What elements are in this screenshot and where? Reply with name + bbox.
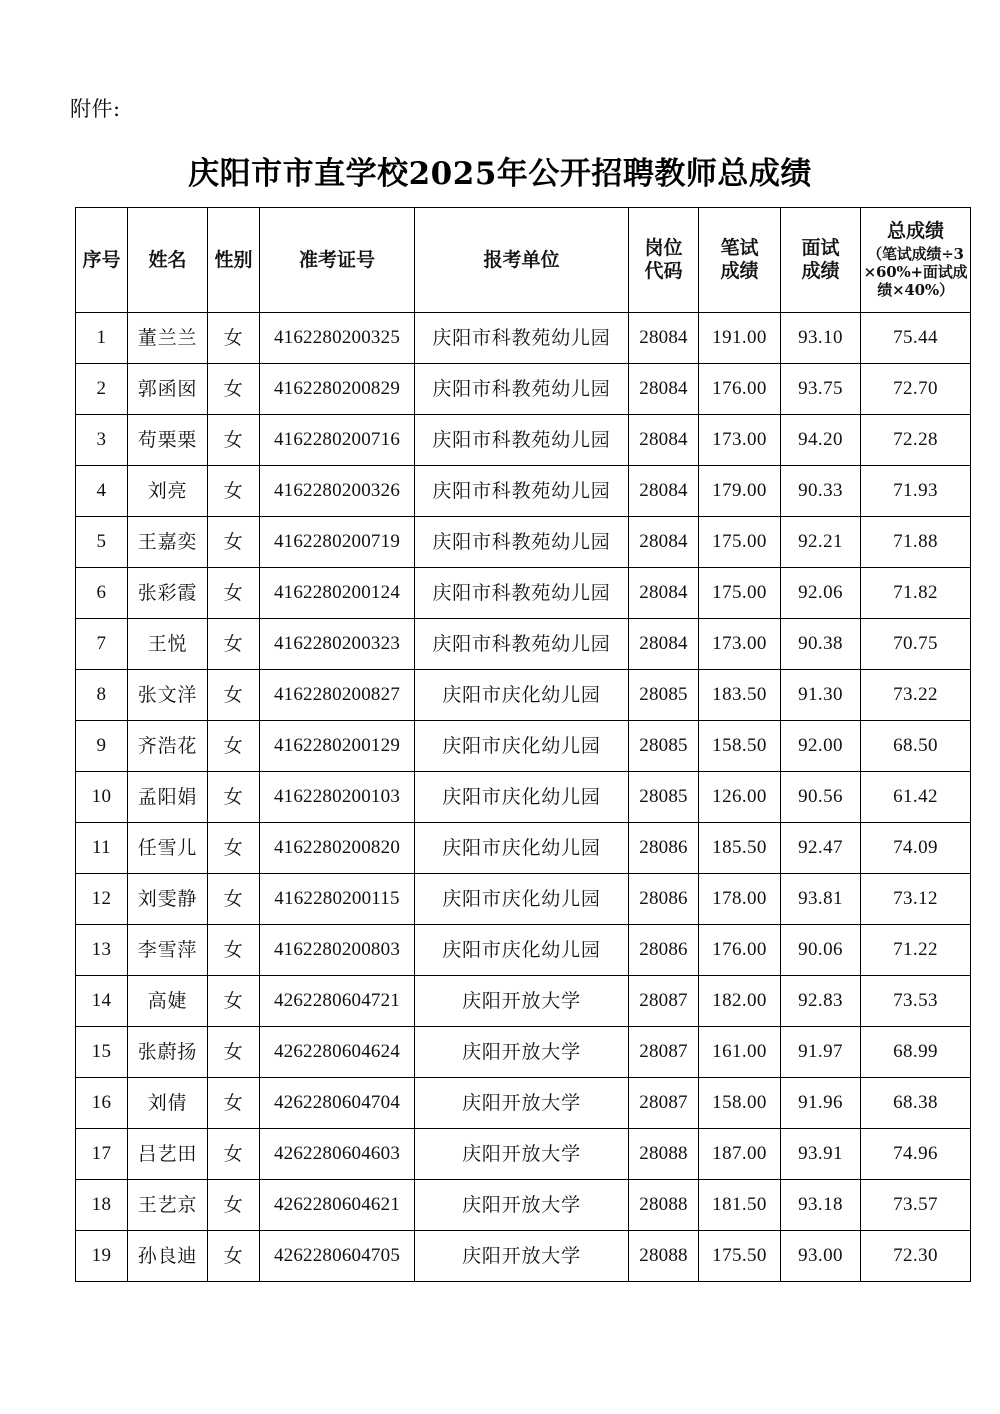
cell-written-score: 175.50 <box>699 1231 781 1282</box>
cell-name: 高婕 <box>128 976 208 1027</box>
cell-post-code: 28088 <box>629 1129 699 1180</box>
cell-post-code: 28086 <box>629 925 699 976</box>
table-row <box>76 1129 971 1180</box>
cell-ticket-number: 4262280604621 <box>260 1180 415 1231</box>
cell-ticket-number: 4162280200827 <box>260 670 415 721</box>
cell-name: 孟阳娟 <box>128 772 208 823</box>
cell-gender: 女 <box>208 721 260 772</box>
cell-applied-unit: 庆阳市庆化幼儿园 <box>415 772 629 823</box>
table-row <box>76 1180 971 1231</box>
cell-written-score: 161.00 <box>699 1027 781 1078</box>
cell-applied-unit: 庆阳市庆化幼儿园 <box>415 670 629 721</box>
column-header-total-score-title: 总成绩 <box>886 220 944 243</box>
cell-ticket-number: 4262280604603 <box>260 1129 415 1180</box>
cell-index: 17 <box>76 1129 128 1180</box>
cell-ticket-number: 4162280200129 <box>260 721 415 772</box>
cell-applied-unit: 庆阳开放大学 <box>415 1078 629 1129</box>
cell-interview-score: 91.97 <box>781 1027 861 1078</box>
table-row <box>76 721 971 772</box>
column-header-ticket-number-label: 准考证号 <box>298 248 375 271</box>
cell-index: 4 <box>76 466 128 517</box>
cell-gender: 女 <box>208 1129 260 1180</box>
cell-post-code: 28088 <box>629 1231 699 1282</box>
column-header-name <box>128 208 208 313</box>
cell-gender: 女 <box>208 874 260 925</box>
cell-interview-score: 93.18 <box>781 1180 861 1231</box>
cell-index: 6 <box>76 568 128 619</box>
cell-written-score: 182.00 <box>699 976 781 1027</box>
column-header-applied-unit <box>415 208 629 313</box>
cell-applied-unit: 庆阳市科教苑幼儿园 <box>415 466 629 517</box>
cell-ticket-number: 4162280200803 <box>260 925 415 976</box>
cell-written-score: 183.50 <box>699 670 781 721</box>
cell-post-code: 28084 <box>629 466 699 517</box>
cell-total-score: 73.22 <box>861 670 971 721</box>
page-title: 庆阳市市直学校2025年公开招聘教师总成绩 <box>188 156 812 192</box>
cell-total-score: 74.96 <box>861 1129 971 1180</box>
cell-written-score: 158.00 <box>699 1078 781 1129</box>
table-row <box>76 874 971 925</box>
cell-interview-score: 93.81 <box>781 874 861 925</box>
cell-total-score: 72.70 <box>861 364 971 415</box>
cell-total-score: 73.53 <box>861 976 971 1027</box>
cell-interview-score: 90.33 <box>781 466 861 517</box>
column-header-total-score-block <box>861 220 970 299</box>
table-header <box>76 208 971 313</box>
column-header-written-score-line2: 成绩 <box>720 260 759 282</box>
cell-name: 任雪儿 <box>128 823 208 874</box>
cell-interview-score: 92.21 <box>781 517 861 568</box>
cell-post-code: 28086 <box>629 874 699 925</box>
cell-ticket-number: 4162280200820 <box>260 823 415 874</box>
cell-name: 苟栗栗 <box>128 415 208 466</box>
cell-applied-unit: 庆阳市科教苑幼儿园 <box>415 364 629 415</box>
cell-applied-unit: 庆阳开放大学 <box>415 976 629 1027</box>
cell-written-score: 187.00 <box>699 1129 781 1180</box>
table-body <box>76 313 971 1282</box>
cell-post-code: 28084 <box>629 313 699 364</box>
table-header-row <box>76 208 971 313</box>
cell-applied-unit: 庆阳市庆化幼儿园 <box>415 925 629 976</box>
cell-gender: 女 <box>208 925 260 976</box>
cell-post-code: 28087 <box>629 1027 699 1078</box>
cell-interview-score: 93.91 <box>781 1129 861 1180</box>
cell-written-score: 179.00 <box>699 466 781 517</box>
cell-applied-unit: 庆阳市庆化幼儿园 <box>415 823 629 874</box>
column-header-written-score-line1: 笔试 <box>720 237 759 260</box>
cell-applied-unit: 庆阳开放大学 <box>415 1129 629 1180</box>
cell-ticket-number: 4262280604624 <box>260 1027 415 1078</box>
cell-total-score: 68.38 <box>861 1078 971 1129</box>
column-header-total-score-formula: （笔试成绩÷3×60%+面试成绩×40%） <box>863 244 968 300</box>
cell-total-score: 73.57 <box>861 1180 971 1231</box>
cell-name: 刘雯静 <box>128 874 208 925</box>
cell-ticket-number: 4262280604704 <box>260 1078 415 1129</box>
cell-interview-score: 90.38 <box>781 619 861 670</box>
cell-index: 14 <box>76 976 128 1027</box>
column-header-name-label: 姓名 <box>148 248 187 271</box>
column-header-post-code-line2: 代码 <box>644 260 683 282</box>
cell-applied-unit: 庆阳市科教苑幼儿园 <box>415 313 629 364</box>
cell-index: 1 <box>76 313 128 364</box>
cell-gender: 女 <box>208 517 260 568</box>
cell-applied-unit: 庆阳开放大学 <box>415 1027 629 1078</box>
cell-interview-score: 92.47 <box>781 823 861 874</box>
table-row <box>76 619 971 670</box>
cell-gender: 女 <box>208 415 260 466</box>
cell-interview-score: 92.06 <box>781 568 861 619</box>
cell-index: 12 <box>76 874 128 925</box>
cell-gender: 女 <box>208 772 260 823</box>
cell-name: 孙良迪 <box>128 1231 208 1282</box>
column-header-gender-label: 性别 <box>214 248 253 271</box>
cell-total-score: 72.28 <box>861 415 971 466</box>
column-header-interview-score-line1: 面试 <box>801 237 840 260</box>
cell-gender: 女 <box>208 364 260 415</box>
cell-written-score: 173.00 <box>699 619 781 670</box>
table-row <box>76 772 971 823</box>
table-row <box>76 1231 971 1282</box>
cell-name: 张蔚扬 <box>128 1027 208 1078</box>
column-header-applied-unit-label: 报考单位 <box>483 248 560 271</box>
cell-index: 3 <box>76 415 128 466</box>
cell-total-score: 70.75 <box>861 619 971 670</box>
cell-name: 王艺京 <box>128 1180 208 1231</box>
cell-post-code: 28085 <box>629 670 699 721</box>
cell-gender: 女 <box>208 619 260 670</box>
cell-index: 13 <box>76 925 128 976</box>
cell-name: 董兰兰 <box>128 313 208 364</box>
cell-gender: 女 <box>208 1078 260 1129</box>
cell-applied-unit: 庆阳市庆化幼儿园 <box>415 874 629 925</box>
cell-ticket-number: 4162280200716 <box>260 415 415 466</box>
cell-applied-unit: 庆阳开放大学 <box>415 1180 629 1231</box>
cell-index: 9 <box>76 721 128 772</box>
cell-ticket-number: 4162280200323 <box>260 619 415 670</box>
table-row <box>76 1027 971 1078</box>
cell-applied-unit: 庆阳市庆化幼儿园 <box>415 721 629 772</box>
cell-interview-score: 93.75 <box>781 364 861 415</box>
cell-written-score: 176.00 <box>699 925 781 976</box>
cell-post-code: 28084 <box>629 619 699 670</box>
cell-index: 18 <box>76 1180 128 1231</box>
cell-index: 19 <box>76 1231 128 1282</box>
table-row <box>76 568 971 619</box>
cell-name: 李雪萍 <box>128 925 208 976</box>
score-table-container <box>75 207 968 1282</box>
cell-interview-score: 94.20 <box>781 415 861 466</box>
cell-index: 10 <box>76 772 128 823</box>
cell-post-code: 28084 <box>629 568 699 619</box>
cell-total-score: 74.09 <box>861 823 971 874</box>
cell-name: 吕艺田 <box>128 1129 208 1180</box>
cell-total-score: 71.82 <box>861 568 971 619</box>
cell-gender: 女 <box>208 1027 260 1078</box>
cell-name: 张文洋 <box>128 670 208 721</box>
cell-total-score: 72.30 <box>861 1231 971 1282</box>
cell-total-score: 71.93 <box>861 466 971 517</box>
cell-gender: 女 <box>208 568 260 619</box>
cell-applied-unit: 庆阳市科教苑幼儿园 <box>415 415 629 466</box>
cell-ticket-number: 4162280200103 <box>260 772 415 823</box>
score-table <box>75 207 971 1282</box>
cell-written-score: 126.00 <box>699 772 781 823</box>
cell-post-code: 28086 <box>629 823 699 874</box>
column-header-post-code <box>629 208 699 313</box>
cell-written-score: 191.00 <box>699 313 781 364</box>
cell-name: 刘倩 <box>128 1078 208 1129</box>
cell-gender: 女 <box>208 1180 260 1231</box>
table-row <box>76 313 971 364</box>
cell-applied-unit: 庆阳市科教苑幼儿园 <box>415 619 629 670</box>
cell-name: 王悦 <box>128 619 208 670</box>
cell-written-score: 178.00 <box>699 874 781 925</box>
cell-ticket-number: 4262280604705 <box>260 1231 415 1282</box>
cell-post-code: 28084 <box>629 364 699 415</box>
cell-interview-score: 92.00 <box>781 721 861 772</box>
cell-total-score: 71.22 <box>861 925 971 976</box>
column-header-total-score <box>861 208 971 313</box>
cell-post-code: 28088 <box>629 1180 699 1231</box>
cell-gender: 女 <box>208 823 260 874</box>
cell-name: 齐浩花 <box>128 721 208 772</box>
cell-interview-score: 92.83 <box>781 976 861 1027</box>
cell-ticket-number: 4162280200115 <box>260 874 415 925</box>
column-header-written-score <box>699 208 781 313</box>
cell-post-code: 28085 <box>629 721 699 772</box>
table-row <box>76 976 971 1027</box>
cell-written-score: 175.00 <box>699 568 781 619</box>
cell-post-code: 28087 <box>629 1078 699 1129</box>
table-row <box>76 364 971 415</box>
cell-gender: 女 <box>208 313 260 364</box>
column-header-ticket-number <box>260 208 415 313</box>
cell-interview-score: 91.96 <box>781 1078 861 1129</box>
cell-index: 16 <box>76 1078 128 1129</box>
cell-name: 张彩霞 <box>128 568 208 619</box>
cell-post-code: 28087 <box>629 976 699 1027</box>
cell-ticket-number: 4162280200829 <box>260 364 415 415</box>
table-row <box>76 466 971 517</box>
cell-total-score: 75.44 <box>861 313 971 364</box>
cell-written-score: 181.50 <box>699 1180 781 1231</box>
table-row <box>76 670 971 721</box>
cell-written-score: 176.00 <box>699 364 781 415</box>
table-row <box>76 1078 971 1129</box>
column-header-post-code-line1: 岗位 <box>644 237 683 260</box>
cell-applied-unit: 庆阳开放大学 <box>415 1231 629 1282</box>
cell-interview-score: 90.56 <box>781 772 861 823</box>
table-row <box>76 823 971 874</box>
column-header-interview-score <box>781 208 861 313</box>
cell-written-score: 158.50 <box>699 721 781 772</box>
cell-total-score: 73.12 <box>861 874 971 925</box>
cell-written-score: 175.00 <box>699 517 781 568</box>
cell-written-score: 173.00 <box>699 415 781 466</box>
cell-ticket-number: 4262280604721 <box>260 976 415 1027</box>
cell-ticket-number: 4162280200124 <box>260 568 415 619</box>
cell-index: 15 <box>76 1027 128 1078</box>
cell-total-score: 68.50 <box>861 721 971 772</box>
cell-total-score: 61.42 <box>861 772 971 823</box>
cell-name: 王嘉奕 <box>128 517 208 568</box>
cell-ticket-number: 4162280200325 <box>260 313 415 364</box>
column-header-index-label: 序号 <box>82 248 121 271</box>
cell-applied-unit: 庆阳市科教苑幼儿园 <box>415 568 629 619</box>
cell-interview-score: 91.30 <box>781 670 861 721</box>
cell-post-code: 28084 <box>629 517 699 568</box>
cell-ticket-number: 4162280200719 <box>260 517 415 568</box>
cell-gender: 女 <box>208 466 260 517</box>
cell-name: 郭函囡 <box>128 364 208 415</box>
column-header-gender <box>208 208 260 313</box>
table-row <box>76 415 971 466</box>
cell-post-code: 28084 <box>629 415 699 466</box>
cell-index: 8 <box>76 670 128 721</box>
attachment-label: 附件: <box>70 97 121 121</box>
cell-interview-score: 93.10 <box>781 313 861 364</box>
column-header-index <box>76 208 128 313</box>
cell-gender: 女 <box>208 670 260 721</box>
cell-ticket-number: 4162280200326 <box>260 466 415 517</box>
cell-index: 11 <box>76 823 128 874</box>
cell-index: 2 <box>76 364 128 415</box>
cell-total-score: 71.88 <box>861 517 971 568</box>
cell-applied-unit: 庆阳市科教苑幼儿园 <box>415 517 629 568</box>
cell-interview-score: 93.00 <box>781 1231 861 1282</box>
table-row <box>76 925 971 976</box>
cell-interview-score: 90.06 <box>781 925 861 976</box>
column-header-interview-score-line2: 成绩 <box>801 260 840 282</box>
cell-gender: 女 <box>208 1231 260 1282</box>
cell-gender: 女 <box>208 976 260 1027</box>
table-row <box>76 517 971 568</box>
cell-total-score: 68.99 <box>861 1027 971 1078</box>
cell-post-code: 28085 <box>629 772 699 823</box>
cell-name: 刘亮 <box>128 466 208 517</box>
cell-written-score: 185.50 <box>699 823 781 874</box>
cell-index: 5 <box>76 517 128 568</box>
cell-index: 7 <box>76 619 128 670</box>
